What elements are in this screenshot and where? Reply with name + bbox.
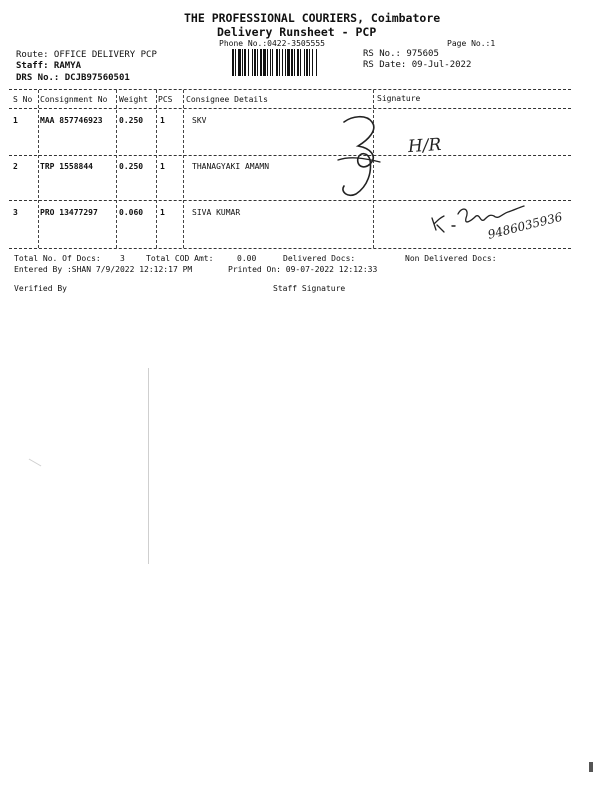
total-docs-value: 3 <box>120 254 125 263</box>
staff-signature: Staff Signature <box>273 284 346 293</box>
barcode-bar <box>309 49 310 76</box>
barcode-bar <box>260 49 262 76</box>
row-weight: 0.250 <box>119 116 144 125</box>
row-weight: 0.060 <box>119 208 144 217</box>
column-divider <box>38 90 39 248</box>
header-consignee: Consignee Details <box>186 95 268 104</box>
barcode-bar <box>254 49 256 76</box>
row-sno: 2 <box>13 162 18 171</box>
barcode <box>232 49 352 76</box>
row-consignment: MAA 857746923 <box>40 116 103 125</box>
barcode-bar <box>235 49 236 76</box>
barcode-bar <box>232 49 234 76</box>
barcode-bar <box>300 49 301 76</box>
column-divider <box>183 90 184 248</box>
row-pcs: 1 <box>160 116 165 125</box>
row-pcs: 1 <box>160 208 165 217</box>
table-header-rule <box>9 108 571 109</box>
verified-by: Verified By <box>14 284 67 293</box>
row-weight: 0.250 <box>119 162 144 171</box>
header-consignment: Consignment No <box>40 95 108 104</box>
rs-date: RS Date: 09-Jul-2022 <box>363 60 472 70</box>
barcode-bar <box>242 49 243 76</box>
barcode-bar <box>252 49 253 76</box>
barcode-bar <box>267 49 268 76</box>
barcode-bar <box>238 49 241 76</box>
non-delivered-docs-label: Non Delivered Docs: <box>405 254 497 263</box>
document-title: Delivery Runsheet - PCP <box>217 25 377 39</box>
total-docs-label: Total No. Of Docs: <box>14 254 101 263</box>
barcode-bar <box>276 49 278 76</box>
page-number: Page No.:1 <box>447 39 496 48</box>
barcode-image <box>232 49 352 76</box>
header-signature: Signature <box>377 94 421 103</box>
company-name: THE PROFESSIONAL COURIERS, Coimbatore <box>184 11 441 25</box>
barcode-bar <box>244 49 246 76</box>
row-pcs: 1 <box>160 162 165 171</box>
printed-on: Printed On: 09-07-2022 12:12:33 <box>228 265 378 274</box>
barcode-bar <box>291 49 293 76</box>
header-weight: Weight <box>119 95 148 104</box>
handwritten-phone-number: 9486035936 <box>486 209 564 242</box>
barcode-bar <box>282 49 283 76</box>
barcode-bar <box>304 49 305 76</box>
column-divider <box>116 90 117 248</box>
barcode-bar <box>257 49 258 76</box>
phone-number: Phone No.:0422-3505555 <box>219 39 325 48</box>
column-divider <box>156 90 157 248</box>
handwritten-note: H/R <box>407 134 443 158</box>
route: Route: OFFICE DELIVERY PCP <box>16 50 157 60</box>
barcode-bar <box>285 49 286 76</box>
drs-number: DRS No.: DCJB97560501 <box>16 73 130 83</box>
row-consignment: TRP 1558844 <box>40 162 93 171</box>
barcode-bar <box>272 49 273 76</box>
total-cod-label: Total COD Amt: <box>146 254 214 263</box>
entered-by: Entered By :SHAN 7/9/2022 12:12:17 PM <box>14 265 193 274</box>
barcode-bar <box>294 49 295 76</box>
barcode-bar <box>279 49 280 76</box>
row-sno: 1 <box>13 116 18 125</box>
barcode-bar <box>306 49 308 76</box>
row-sno: 3 <box>13 208 18 217</box>
delivered-docs-label: Delivered Docs: <box>283 254 356 263</box>
row-separator <box>9 155 571 156</box>
barcode-bar <box>263 49 266 76</box>
barcode-bar <box>248 49 249 76</box>
barcode-bar <box>287 49 290 76</box>
row-consignee: THANAGYAKI AMAMN <box>192 162 270 171</box>
header-pcs: PCS <box>158 95 173 104</box>
barcode-bar <box>270 49 271 76</box>
barcode-bar <box>297 49 299 76</box>
rs-number: RS No.: 975605 <box>363 49 439 59</box>
signature-scribble <box>330 108 390 198</box>
row-consignment: PRO 13477297 <box>40 208 98 217</box>
table-bottom-rule <box>9 248 571 249</box>
row-consignee: SKV <box>192 116 207 125</box>
scan-artifact <box>589 762 593 772</box>
staff: Staff: RAMYA <box>16 61 82 71</box>
row-consignee: SIVA KUMAR <box>192 208 241 217</box>
header-sno: S No <box>13 95 33 104</box>
scan-artifact <box>148 368 149 564</box>
table-top-rule <box>9 89 571 90</box>
barcode-bar <box>312 49 313 76</box>
total-cod-value: 0.00 <box>237 254 257 263</box>
scan-artifact <box>29 459 42 467</box>
barcode-bar <box>316 49 317 76</box>
